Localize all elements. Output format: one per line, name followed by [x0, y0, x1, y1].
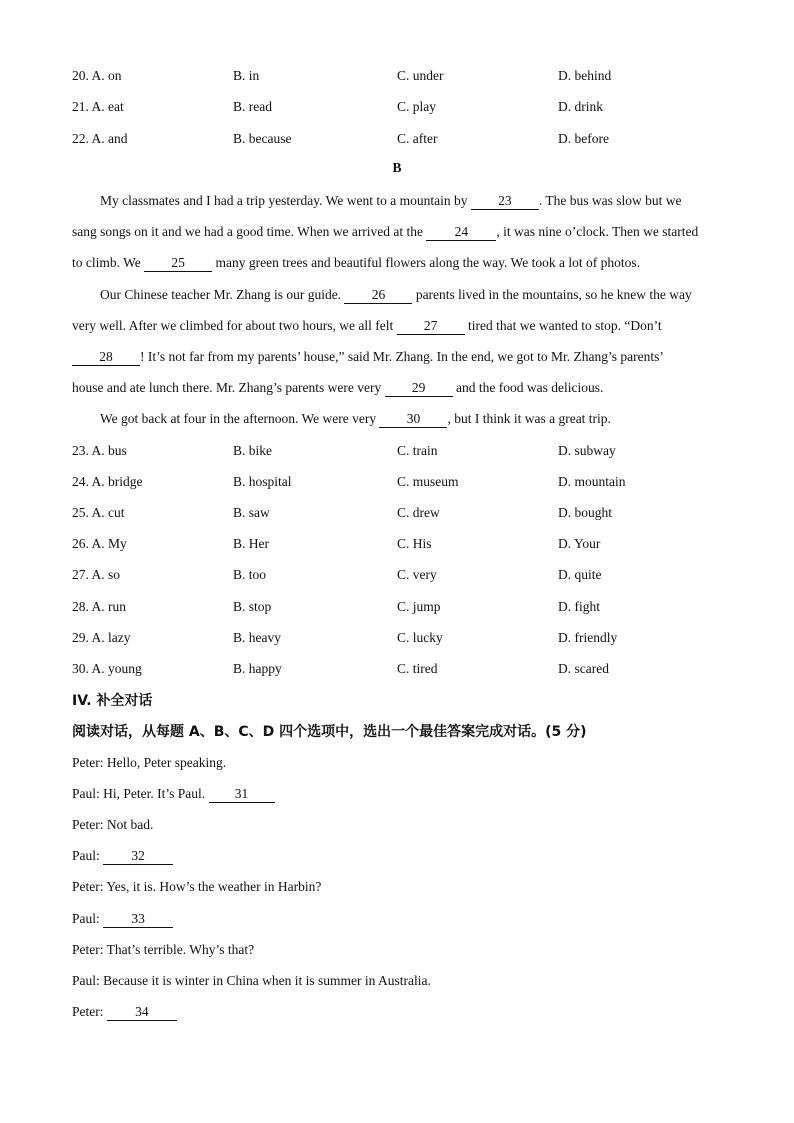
option-c: C. tired	[397, 661, 438, 676]
option-b: B. heavy	[233, 630, 281, 645]
passage-text: very well. After we climbed for about two hours, we all felt	[72, 318, 397, 333]
option-a: 21. A. eat	[72, 99, 124, 114]
passage-text: , but I think it was a great trip.	[447, 411, 611, 426]
question-row	[0, 66, 794, 86]
blank-31[interactable]: 31	[209, 786, 275, 803]
dialogue-text: Paul:	[72, 911, 104, 926]
option-b: B. too	[233, 567, 267, 582]
option-b: B. saw	[233, 505, 270, 520]
option-d: D. before	[558, 131, 609, 146]
passage-line	[72, 378, 732, 398]
passage-line	[72, 316, 732, 336]
blank-24[interactable]: 24	[426, 224, 496, 241]
passage-text: parents lived in the mountains, so he knew the way	[412, 287, 692, 302]
dialogue-text: Paul: Hi, Peter. It’s Paul.	[72, 786, 209, 801]
passage-text: sang songs on it and we had a good time. When we arrived at the	[72, 224, 427, 239]
dialogue-text: Paul:	[72, 848, 104, 863]
dialogue-line	[72, 1002, 732, 1022]
option-b: B. bike	[233, 443, 272, 458]
option-b: B. hospital	[233, 474, 292, 489]
option-a: 25. A. cut	[72, 505, 125, 520]
option-c: C. His	[397, 536, 432, 551]
option-b: B. in	[233, 68, 260, 83]
option-a: 28. A. run	[72, 599, 126, 614]
option-d: D. subway	[558, 443, 616, 458]
question-row	[0, 129, 794, 149]
passage-text: My classmates and I had a trip yesterday. We went to a mountain by	[100, 193, 471, 208]
section-instruction: 阅读对话，从每题 A、B、C、D 四个选项中，选出一个最佳答案完成对话。(5 分)	[72, 724, 587, 740]
option-b: B. happy	[233, 661, 282, 676]
question-row	[0, 97, 794, 117]
section-title: IV. 补全对话	[72, 693, 153, 709]
option-b: B. read	[233, 99, 272, 114]
dialogue-line: Peter: Yes, it is. How’s the weather in Harbin?	[72, 879, 322, 894]
option-a: 29. A. lazy	[72, 630, 131, 645]
dialogue-line	[72, 846, 732, 866]
option-b: B. Her	[233, 536, 269, 551]
passage-text: , it was nine o’clock. Then we started	[496, 224, 699, 239]
passage-text: Our Chinese teacher Mr. Zhang is our guide.	[100, 287, 345, 302]
passage-line	[72, 222, 732, 242]
question-row	[0, 565, 794, 585]
option-d: D. bought	[558, 505, 612, 520]
option-c: C. very	[397, 567, 437, 582]
question-row	[0, 597, 794, 617]
option-b: B. because	[233, 131, 292, 146]
dialogue-line: Peter: That’s terrible. Why’s that?	[72, 942, 255, 957]
blank-29[interactable]: 29	[385, 380, 453, 397]
option-d: D. friendly	[558, 630, 618, 645]
passage-text: to climb. We	[72, 255, 145, 270]
blank-27[interactable]: 27	[397, 318, 465, 335]
option-d: D. drink	[558, 99, 603, 114]
option-a: 24. A. bridge	[72, 474, 143, 489]
passage-text: and the food was delicious.	[452, 380, 604, 395]
option-c: C. lucky	[397, 630, 443, 645]
passage-text: house and ate lunch there. Mr. Zhang’s parents were very	[72, 380, 385, 395]
option-d: D. behind	[558, 68, 612, 83]
passage-line	[100, 285, 760, 305]
dialogue-line	[72, 909, 732, 929]
question-row	[0, 659, 794, 679]
option-c: C. after	[397, 131, 438, 146]
passage-text: tired that we wanted to stop. “Don’t	[464, 318, 662, 333]
blank-32[interactable]: 32	[103, 848, 173, 865]
passage-line	[72, 253, 732, 273]
option-d: D. scared	[558, 661, 609, 676]
passage-text: We got back at four in the afternoon. We were very	[100, 411, 380, 426]
option-a: 26. A. My	[72, 536, 127, 551]
option-a: 20. A. on	[72, 68, 122, 83]
option-d: D. fight	[558, 599, 600, 614]
dialogue-line	[72, 784, 732, 804]
option-c: C. play	[397, 99, 436, 114]
section-b-title: B	[392, 160, 402, 175]
blank-34[interactable]: 34	[107, 1004, 177, 1021]
option-c: C. train	[397, 443, 438, 458]
option-c: C. jump	[397, 599, 441, 614]
dialogue-line: Paul: Because it is winter in China when it is summer in Australia.	[72, 973, 431, 988]
option-d: D. mountain	[558, 474, 626, 489]
option-c: C. museum	[397, 474, 459, 489]
blank-23[interactable]: 23	[471, 193, 539, 210]
option-a: 23. A. bus	[72, 443, 127, 458]
passage-text: many green trees and beautiful flowers along the way. We took a lot of photos.	[212, 255, 640, 270]
question-row	[0, 441, 794, 461]
option-a: 27. A. so	[72, 567, 121, 582]
blank-28[interactable]: 28	[72, 349, 140, 366]
dialogue-line: Peter: Hello, Peter speaking.	[72, 755, 227, 770]
passage-line	[100, 191, 760, 211]
option-c: C. drew	[397, 505, 440, 520]
blank-33[interactable]: 33	[103, 911, 173, 928]
option-d: D. Your	[558, 536, 601, 551]
option-c: C. under	[397, 68, 444, 83]
option-b: B. stop	[233, 599, 272, 614]
blank-26[interactable]: 26	[344, 287, 412, 304]
passage-text: . The bus was slow but we	[538, 193, 682, 208]
dialogue-text: Peter:	[72, 1004, 107, 1019]
option-a: 30. A. young	[72, 661, 142, 676]
passage-line	[100, 409, 760, 429]
dialogue-line: Peter: Not bad.	[72, 817, 154, 832]
question-row	[0, 534, 794, 554]
passage-line	[72, 347, 732, 367]
blank-25[interactable]: 25	[144, 255, 212, 272]
option-d: D. quite	[558, 567, 602, 582]
question-row	[0, 503, 794, 523]
question-row	[0, 472, 794, 492]
passage-text: ! It’s not far from my parents’ house,” said Mr. Zhang. In the end, we got to Mr. Zhang’s parents’	[140, 349, 664, 364]
question-row	[0, 628, 794, 648]
blank-30[interactable]: 30	[379, 411, 447, 428]
option-a: 22. A. and	[72, 131, 128, 146]
